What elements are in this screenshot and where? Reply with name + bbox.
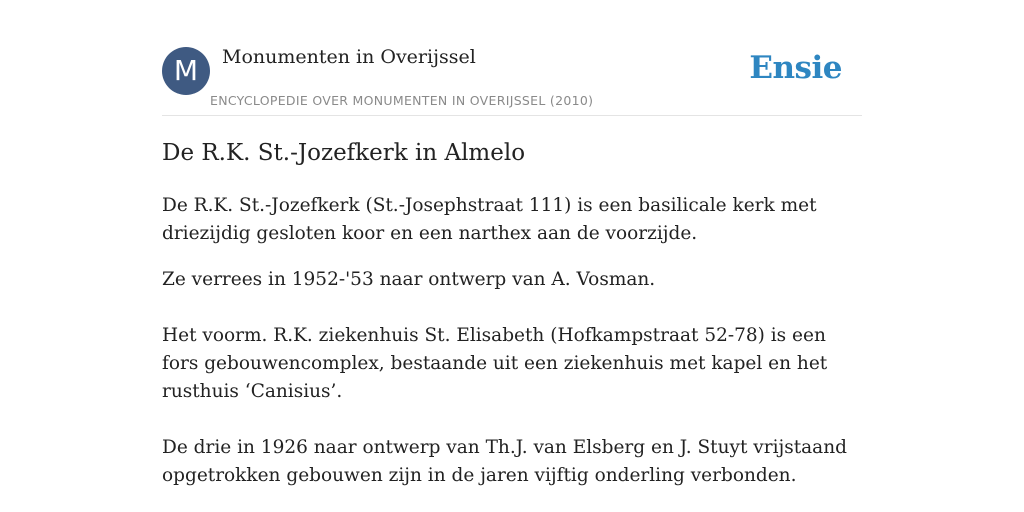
- paragraph-2: Ze verrees in 1952-'53 naar ontwerp van A. Vosman.: [162, 269, 656, 290]
- entry-header: [162, 0, 862, 116]
- paragraph-3: Het voorm. R.K. ziekenhuis St. Elisabeth (Hofkampstraat 52-78) is een fors gebouwencomplex, bestaande uit een ziekenhuis met kapel en het rusthuis ‘Canisius’.: [162, 325, 828, 402]
- source-avatar[interactable]: M: [162, 47, 210, 95]
- source-title-link[interactable]: Monumenten in Overijssel: [222, 46, 476, 68]
- entry-card: [162, 0, 862, 512]
- ensie-logo[interactable]: Ensie: [749, 50, 842, 86]
- source-subtitle: ENCYCLOPEDIE OVER MONUMENTEN IN OVERIJSSEL (2010): [210, 93, 594, 108]
- article-body: [162, 192, 862, 508]
- page-title: De R.K. St.-Jozefkerk in Almelo: [162, 140, 526, 166]
- paragraph-1: De R.K. St.-Jozefkerk (St.-Josephstraat 111) is een basilicale kerk met driezijdig gesloten koor en een narthex aan de voorzijde.: [162, 195, 817, 244]
- paragraph-4: De drie in 1926 naar ontwerp van Th.J. van Elsberg en J. Stuyt vrijstaand opgetrokken gebouwen zijn in de jaren vijftig onderling verbonden.: [162, 437, 847, 486]
